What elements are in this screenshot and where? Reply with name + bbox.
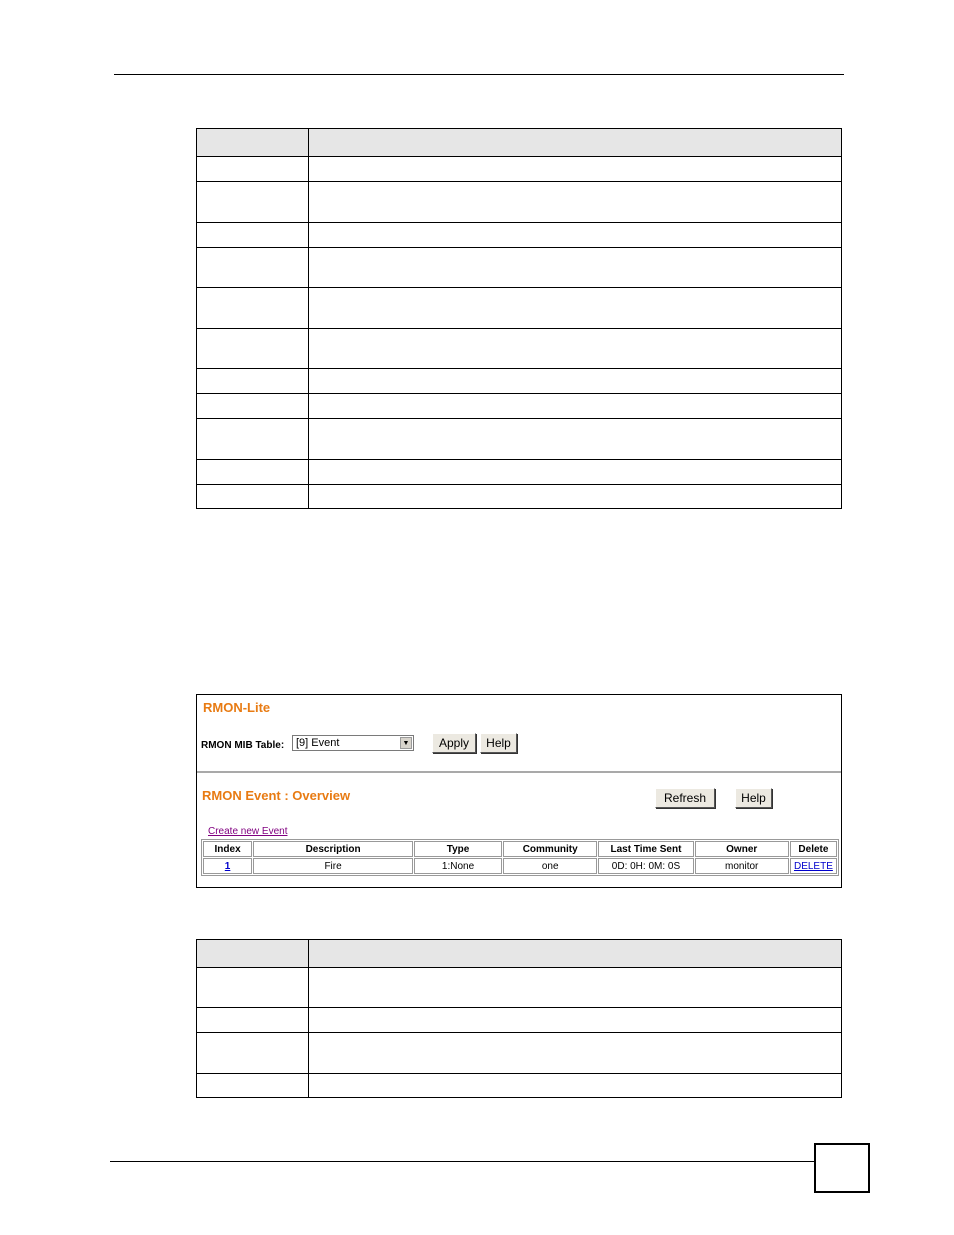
overview-title: RMON Event : Overview xyxy=(202,788,351,803)
col-header-delete: Delete xyxy=(790,841,837,857)
table-row xyxy=(197,460,842,485)
event-type: 1:None xyxy=(414,858,502,874)
rmon-screenshot xyxy=(196,694,842,888)
table-row xyxy=(197,369,842,394)
table-row xyxy=(197,419,842,460)
event-table-header xyxy=(203,841,837,857)
rmon-lite-title: RMON-Lite xyxy=(203,700,271,715)
chevron-down-icon[interactable]: ▼ xyxy=(400,737,412,749)
table-row xyxy=(197,329,842,369)
table-row xyxy=(203,858,837,874)
table-row xyxy=(197,968,842,1008)
col-header-owner: Owner xyxy=(695,841,789,857)
table-row xyxy=(197,157,842,182)
mib-table-select[interactable] xyxy=(292,735,414,751)
footer-rule xyxy=(110,1161,814,1162)
event-owner: monitor xyxy=(695,858,789,874)
event-table xyxy=(201,839,839,876)
mib-table-label: RMON MIB Table: xyxy=(201,740,285,751)
col-header-type: Type xyxy=(414,841,502,857)
event-index-link[interactable]: 1 xyxy=(224,860,231,872)
col-header-index: Index xyxy=(203,841,252,857)
field-table-top xyxy=(196,128,842,509)
event-last-time-sent: 0D: 0H: 0M: 0S xyxy=(598,858,693,874)
table-row xyxy=(197,1033,842,1074)
table-row xyxy=(197,223,842,248)
event-community: one xyxy=(503,858,597,874)
apply-button[interactable]: Apply xyxy=(432,733,476,753)
col-header-community: Community xyxy=(503,841,597,857)
col-header-last-time-sent: Last Time Sent xyxy=(598,841,693,857)
field-table-bottom xyxy=(196,939,842,1098)
table-row xyxy=(197,394,842,419)
help-button-overview[interactable]: Help xyxy=(735,788,772,808)
help-button[interactable]: Help xyxy=(480,733,517,753)
create-new-event-link[interactable]: Create new Event xyxy=(208,826,288,837)
table-header-row xyxy=(197,940,842,968)
refresh-button[interactable]: Refresh xyxy=(655,788,715,808)
table-header-row xyxy=(197,129,842,157)
table-row xyxy=(197,485,842,509)
table-row xyxy=(197,1074,842,1098)
delete-link[interactable]: DELETE xyxy=(793,860,833,872)
col-header-description: Description xyxy=(253,841,413,857)
header-rule xyxy=(114,74,844,75)
table-row xyxy=(197,248,842,288)
mib-selected-value: [9] Event xyxy=(296,737,340,749)
section-divider xyxy=(197,771,841,773)
table-row xyxy=(197,288,842,329)
event-description: Fire xyxy=(253,858,413,874)
table-row xyxy=(197,1008,842,1033)
page-number-box xyxy=(814,1143,870,1193)
table-row xyxy=(197,182,842,223)
